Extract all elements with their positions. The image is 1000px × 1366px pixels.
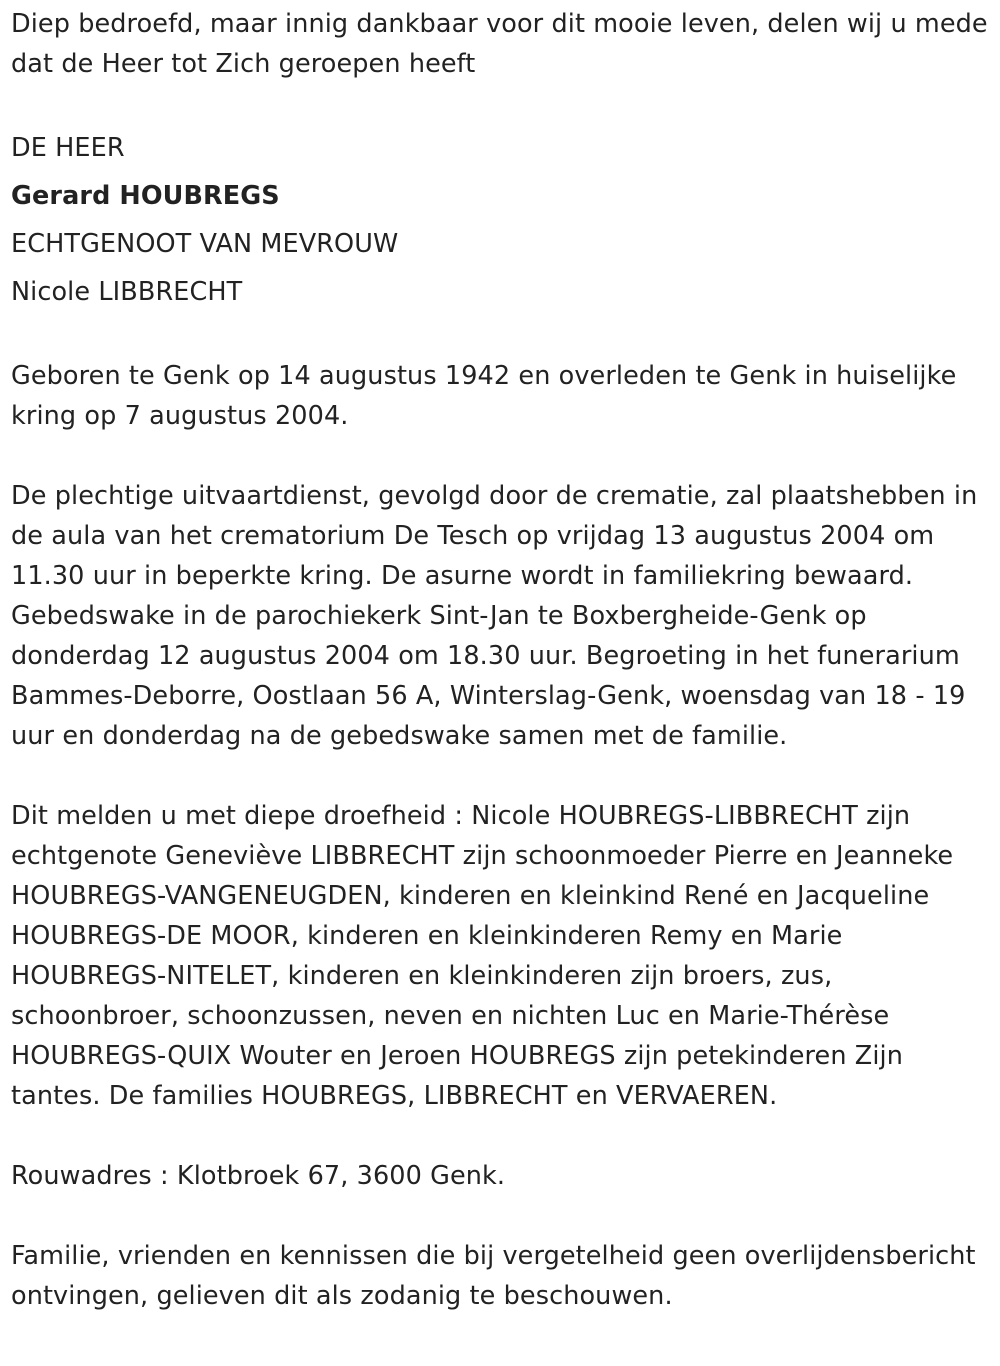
spacer [11, 316, 991, 356]
spacer [11, 1116, 991, 1156]
spacer [11, 84, 991, 124]
spacer [11, 756, 991, 796]
mourning-address: Rouwadres : Klotbroek 67, 3600 Genk. [11, 1161, 506, 1191]
spouse-label: ECHTGENOOT VAN MEVROUW [11, 229, 399, 259]
funeral-service-paragraph: De plechtige uitvaartdienst, gevolgd door de crematie, zal plaatshebben in de aula van het crematorium De Tesch op vrijdag 13 augustus 2004 om 11.30 uur in beperkte kring. De asurne wordt in familiekring bewaard. Gebedswake in de parochiekerk Sint-Jan te Boxbergheide-Genk op donderdag 12 augustus 2004 om 18.30 uur. Begroeting in het funerarium Bammes-Deborre, Oostlaan 56 A, Winterslag-Genk, woensdag van 18 - 19 uur en donderdag na de gebedswake samen met de familie. [11, 481, 978, 751]
deceased-name: Gerard HOUBREGS [11, 181, 280, 211]
spacer [11, 1196, 991, 1236]
intro-paragraph: Diep bedroefd, maar innig dankbaar voor dit mooie leven, delen wij u mede dat de Heer tot Zich geroepen heeft [11, 9, 988, 79]
obituary-document [11, 4, 991, 1316]
spacer [11, 436, 991, 476]
title-prefix: DE HEER [11, 133, 125, 163]
closing-note: Familie, vrienden en kennissen die bij vergetelheid geen overlijdensbericht ontvingen, gelieven dit als zodanig te beschouwen. [11, 1241, 976, 1311]
family-announcement-paragraph: Dit melden u met diepe droefheid : Nicole HOUBREGS-LIBBRECHT zijn echtgenote Geneviève LIBBRECHT zijn schoonmoeder Pierre en Jeanneke HOUBREGS-VANGENEUGDEN, kinderen en kleinkind René en Jacqueline HOUBREGS-DE MOOR, kinderen en kleinkinderen Remy en Marie HOUBREGS-NITELET, kinderen en kleinkinderen zijn broers, zus, schoonbroer, schoonzussen, neven en nichten Luc en Marie-Thérèse HOUBREGS-QUIX Wouter en Jeroen HOUBREGS zijn petekinderen Zijn tantes. De families HOUBREGS, LIBBRECHT en VERVAEREN. [11, 801, 954, 1111]
spouse-name: Nicole LIBBRECHT [11, 277, 243, 307]
birth-death-paragraph: Geboren te Genk op 14 augustus 1942 en overleden te Genk in huiselijke kring op 7 augustus 2004. [11, 361, 957, 431]
deceased-block [11, 124, 991, 316]
